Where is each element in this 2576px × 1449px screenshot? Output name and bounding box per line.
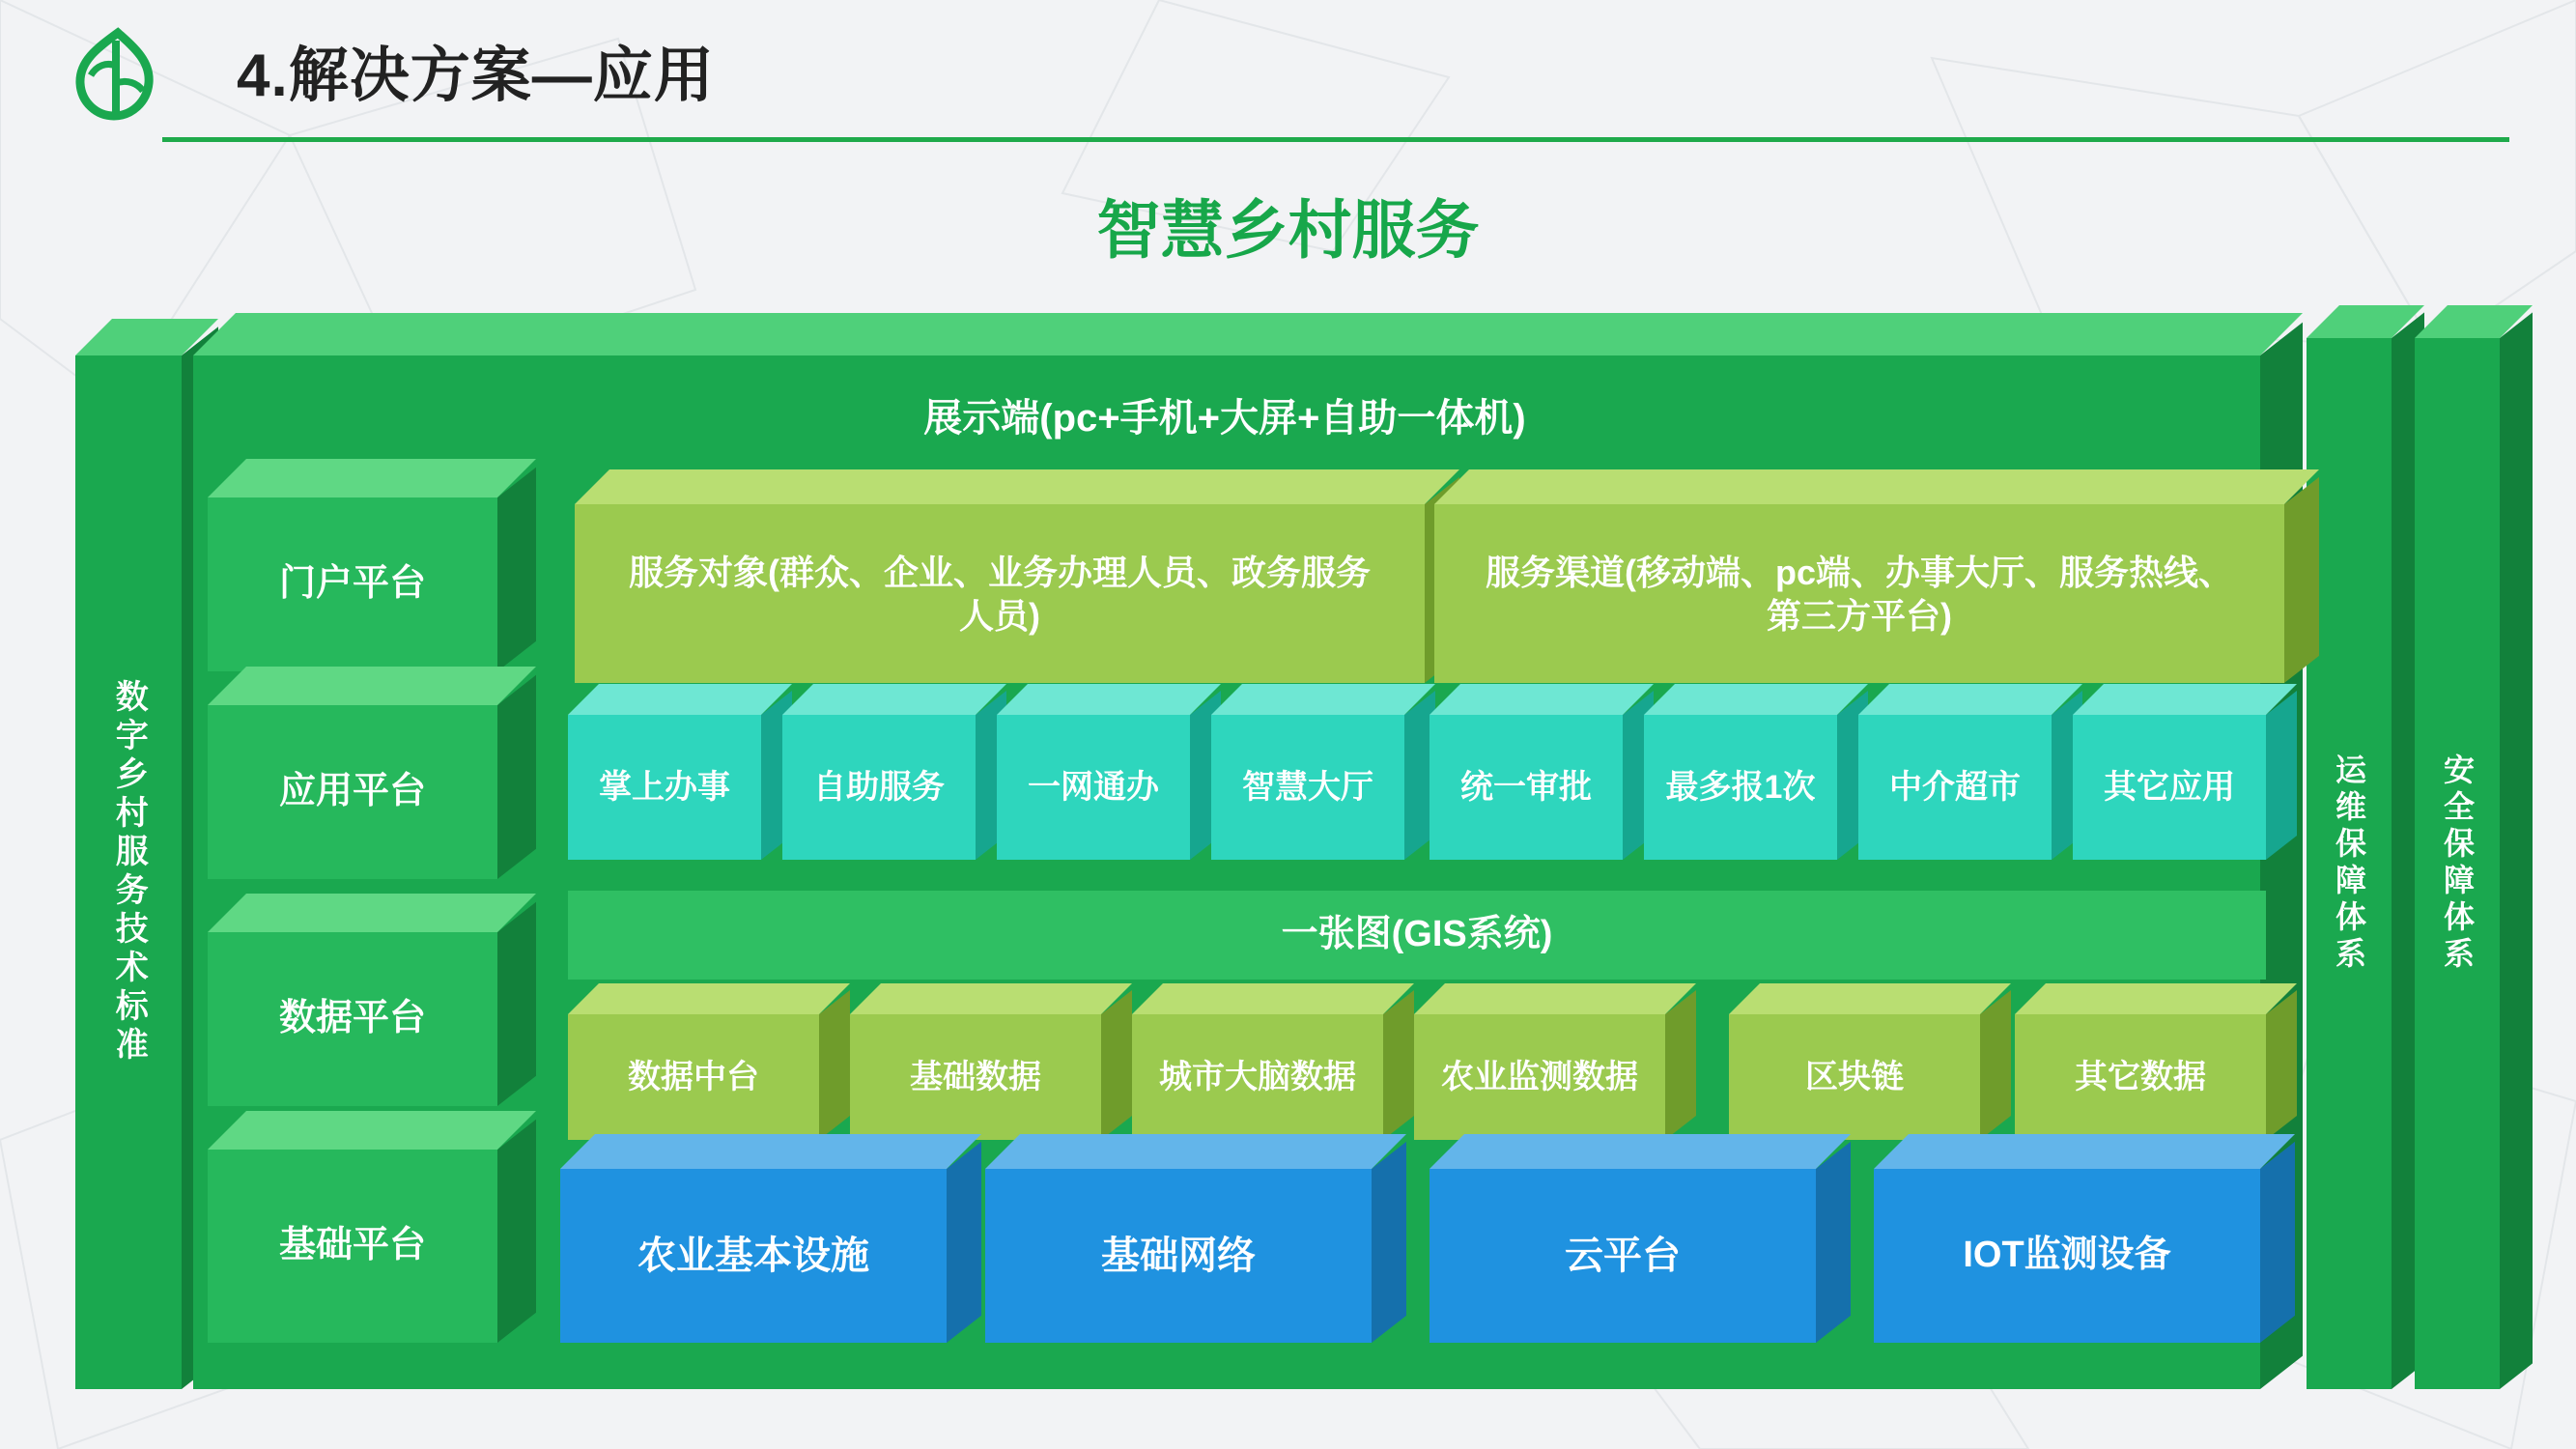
app-box-1 [782, 715, 976, 860]
display-layer-label: 展示端(pc+手机+大屏+自助一体机) [923, 397, 1526, 440]
app-box-0-text: 掌上办事 [599, 768, 730, 806]
layer-label-portal-text: 门户平台 [278, 563, 426, 605]
app-box-7-text: 其它应用 [2104, 768, 2235, 806]
app-box-6 [1858, 715, 2052, 860]
base-box-1-text: 基础网络 [1101, 1235, 1256, 1277]
page-title: 4.解决方案—应用 [237, 43, 715, 109]
base-box-2 [1430, 1169, 1816, 1343]
right-pillar-security-label: 安全保障体系 [2440, 753, 2475, 974]
data-box-0-text: 数据中台 [628, 1058, 759, 1095]
left-pillar [75, 355, 182, 1389]
data-box-0 [568, 1014, 819, 1140]
display-layer-bar [201, 365, 2249, 471]
gis-bar-text: 一张图(GIS系统) [1281, 914, 1553, 955]
layer-label-base [208, 1150, 497, 1343]
app-box-0 [568, 715, 761, 860]
layer-label-data [208, 932, 497, 1106]
data-box-2-text: 城市大脑数据 [1159, 1058, 1356, 1095]
right-pillar-security [2415, 338, 2500, 1389]
leaf-icon [68, 27, 164, 124]
app-box-5 [1644, 715, 1837, 860]
data-box-3 [1414, 1014, 1665, 1140]
app-box-3 [1211, 715, 1404, 860]
app-box-6-text: 中介超市 [1889, 768, 2021, 806]
architecture-diagram [0, 319, 2576, 1449]
page-header [0, 0, 2576, 155]
data-box-2 [1132, 1014, 1383, 1140]
left-pillar-label: 数字乡村服务技术标准 [110, 679, 148, 1065]
header-divider [162, 137, 2509, 142]
app-box-4-text: 统一审批 [1460, 768, 1592, 806]
base-box-0-text: 农业基本设施 [637, 1235, 869, 1277]
gis-bar [568, 891, 2266, 980]
portal-box-service-targets-text: 服务对象(群众、企业、业务办理人员、政务服务人员) [629, 552, 1371, 636]
app-box-7 [2073, 715, 2266, 860]
app-box-4 [1430, 715, 1623, 860]
data-box-5-text: 其它数据 [2075, 1058, 2206, 1095]
app-box-2 [997, 715, 1190, 860]
app-box-5-text: 最多报1次 [1665, 768, 1816, 806]
data-box-5 [2015, 1014, 2266, 1140]
app-box-2-text: 一网通办 [1028, 768, 1159, 806]
layer-label-application [208, 705, 497, 879]
base-box-3 [1874, 1169, 2260, 1343]
diagram-title: 智慧乡村服务 [1096, 194, 1480, 266]
base-box-1 [985, 1169, 1372, 1343]
base-box-0 [560, 1169, 947, 1343]
layer-label-data-text: 数据平台 [278, 998, 426, 1039]
data-box-4-text: 区块链 [1805, 1058, 1904, 1095]
portal-box-service-channels-text: 服务渠道(移动端、pc端、办事大厅、服务热线、第三方平台) [1485, 552, 2233, 636]
layer-label-application-text: 应用平台 [278, 771, 426, 812]
data-box-4 [1729, 1014, 1980, 1140]
data-box-3-text: 农业监测数据 [1441, 1058, 1638, 1095]
base-box-2-text: 云平台 [1565, 1235, 1681, 1277]
portal-box-service-channels [1434, 504, 2284, 683]
data-box-1-text: 基础数据 [910, 1058, 1041, 1095]
app-box-1-text: 自助服务 [813, 768, 945, 806]
app-box-3-text: 智慧大厅 [1242, 768, 1373, 806]
base-box-3-text: IOT监测设备 [1963, 1235, 2171, 1276]
portal-box-service-targets [575, 504, 1425, 683]
layer-label-base-text: 基础平台 [278, 1225, 426, 1266]
layer-label-portal [208, 497, 497, 671]
right-pillar-ops-label: 运维保障体系 [2332, 753, 2366, 974]
data-box-1 [850, 1014, 1101, 1140]
right-pillar-ops [2307, 338, 2392, 1389]
